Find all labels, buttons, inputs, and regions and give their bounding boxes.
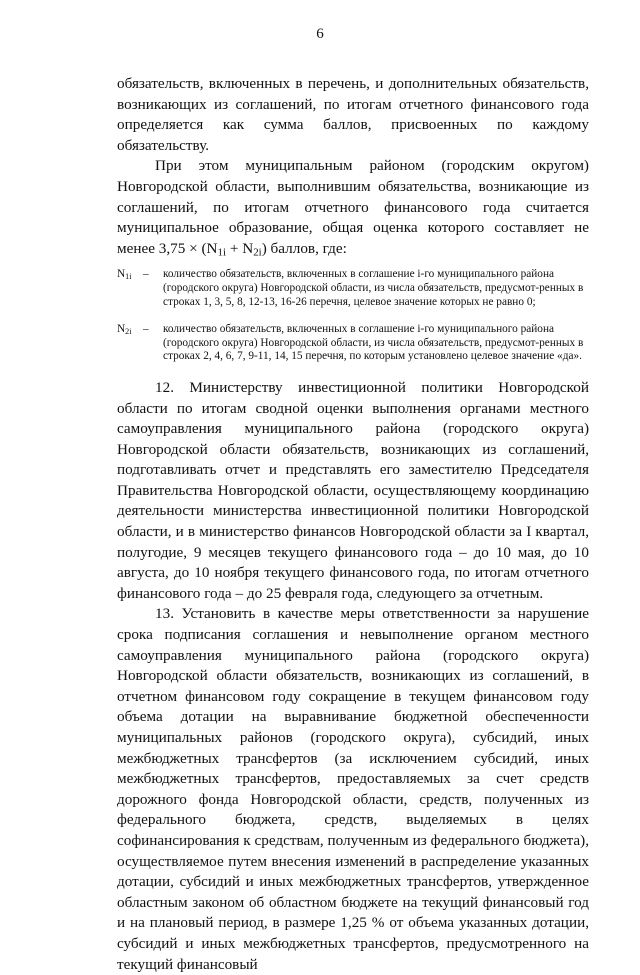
definition-dash: – bbox=[143, 323, 149, 336]
definition-text: количество обязательств, включенных в соглашение i-го муниципального района (городского округа) Новгородской области, из числа обязательств, предусмот-ренных в строках 1, 3, 5, 8, 12-13, 16-26 перечня, целевое значение которых не равно 0; bbox=[163, 268, 584, 308]
threshold-text-mid: + N bbox=[226, 239, 254, 257]
definition-symbol: $N_{2i}$ bbox=[117, 323, 132, 337]
threshold-text-before: При этом муниципальным районом (городским округом) Новгородской области, выполнившим обязательства, возникающие из соглашений, по итогам отчетного финансового года считается муниципальное образование, общая оценка которого составляет не менее 3,75 × (N bbox=[117, 157, 589, 257]
paragraph-continuation: обязательств, включенных в перечень, и дополнительных обязательств, возникающих из соглашений, по итогам отчетного финансового года определяется как сумма баллов, присвоенных по каждому обязательству. bbox=[117, 75, 589, 154]
threshold-sub-2: 2i bbox=[253, 246, 262, 259]
paragraph-13: 13. Установить в качестве меры ответственности за нарушение срока подписания соглашения и невыполнение органом местного самоуправления муниципального района (городского округа) Новгородской области обязательств, возникающих из соглашений, в отчетном финансовом году сокращение в текущем финансовом году объема дотации на выравнивание бюджетной обеспеченности муниципальных районов (городского округа), субсидий, иных межбюджетных трансфертов (за исключением субсидий, иных межбюджетных трансфертов, предоставляемых за счет средств дорожного фонда Новгородской области, средств, полученных из федерального бюджета, средств, выделяемых в целях софинансирования к средствам, полученным из федерального бюджета), осуществляемое путем внесения изменений в распределение указанных дотации, субсидий и иных межбюджетных трансфертов, утвержденное областным законом об областном бюджете на текущий финансовый год и на плановый период, в размере 1,25 % от объема указанных дотации, субсидий и иных межбюджетных трансфертов, предусмотренного на текущий финансовый bbox=[117, 605, 589, 973]
paragraph-12: 12. Министерству инвестиционной политики Новгородской области по итогам сводной оценки выполнения органами местного самоуправления муниципального района (городского округа) Новгородской области обязательств, возникающих из соглашений, подготавливать отчет и представлять его заместителю Председателя Правительства Новгородской области, осуществляющему координацию деятельности министерства инвестиционной политики Новгородской области, и в министерство финансов Новгородской области за I квартал, полугодие, 9 месяцев текущего финансового года – до 10 мая, до 10 августа, до 10 ноября текущего финансового года, по итогам отчетного финансового года – до 25 февраля года, следующего за отчетным. bbox=[117, 378, 589, 602]
definition-symbol: $N_{1i}$ bbox=[117, 268, 132, 282]
definition-n2i bbox=[117, 323, 589, 364]
paragraph-threshold bbox=[117, 156, 589, 259]
document-body bbox=[117, 74, 589, 975]
threshold-sub-1: 1i bbox=[217, 246, 227, 259]
definition-text: количество обязательств, включенных в соглашение i-го муниципального района (городского округа) Новгородской области, из числа обязательств, предусмот-ренных в строках 2, 4, 6, 7, 9-11, 14, 15 перечня, по которым установлено целевое значение «да». bbox=[163, 323, 584, 363]
definition-dash: – bbox=[143, 268, 149, 281]
threshold-text-after: ) баллов, где: bbox=[261, 239, 347, 257]
definition-n1i bbox=[117, 268, 589, 309]
page-number: 6 bbox=[316, 26, 324, 42]
